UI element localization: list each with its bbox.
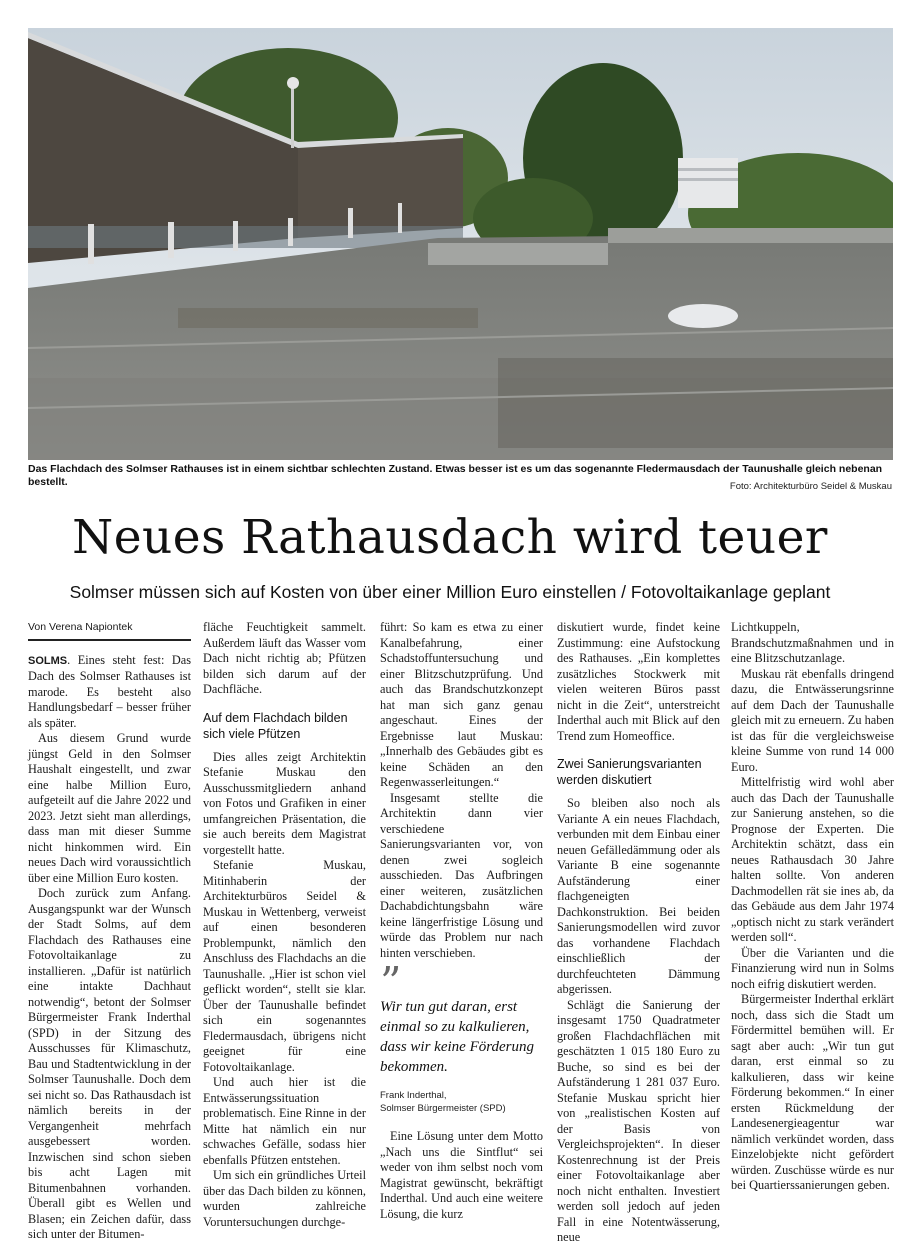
paragraph: diskutiert wurde, findet keine Zustimmung: eine Aufstockung des Rathauses. „Ein komplettes zusätzliches Stockwerk mit vielen weiteren Büros passt nicht in die Zeit“, unterstreicht Inderthal auch mit Blick auf den Trend zum Homeoffice. xyxy=(557,620,720,743)
quote-mark-icon: ” xyxy=(380,958,402,1007)
paragraph: Muskau rät ebenfalls dringend dazu, die Entwässerungsrinne auf dem Dach der Taunushalle gleich mit zu erneuern. Zu haben ist das für die vergleichsweise kleine Summe von rund 14 000 Euro. xyxy=(731,666,894,774)
paragraph: Über die Varianten und die Finanzierung wird nun in Solms noch eifrig diskutiert werden. xyxy=(731,945,894,991)
article-column-1 xyxy=(28,620,191,1243)
headline: Neues Rathausdach wird teuer xyxy=(72,510,828,565)
quote-author xyxy=(380,1089,543,1115)
paragraph: fläche Feuchtigkeit sammelt. Außerdem läuft das Wasser vom Dach nicht richtig ab; Pfützen bilden sich darum auf der Dachfläche. xyxy=(203,620,366,696)
paragraph: Insgesamt stellte die Architektin dann vier verschiedene Sanierungsvarianten vor, von denen zwei sogleich ausschieden. Das Aufbringen einer weiteren, zusätzlichen Dachabdichtungsbahn wäre keine längerfristige Lösung und würde das Problem nur nach hinten verschieben. xyxy=(380,790,543,960)
quote-author-name: Frank Inderthal, xyxy=(380,1090,447,1101)
paragraph: Eine Lösung unter dem Motto „Nach uns die Sintflut“ sei weder von ihm selbst noch vom Magistrat gewünscht, bekräftigt Inderthal. Und auch eine weitere Lösung, die kurz xyxy=(380,1129,543,1221)
paragraph: Lichtkuppeln, Brandschutzmaßnahmen und in eine Blitzschutzanlage. xyxy=(731,620,894,665)
pull-quote xyxy=(380,958,543,1115)
paragraph: Bürgermeister Inderthal erklärt noch, dass sich die Stadt um Fördermittel bemühen will. Er sagt aber auch: „Wir tun gut daran, erst einmal so zu kalkulieren, dass wir keine Förderung bekommen.“ In einer ersten Rückmeldung der Landesenergieagentur war nämlich verkündet worden, dass Einzelobjekte nicht gefördert würden. Zuschüsse würde es nur bei Quartierssanierungen geben. xyxy=(731,992,894,1192)
flat-roof-photo xyxy=(28,28,893,460)
paragraph: Schlägt die Sanierung der insgesamt 1750 Quadratmeter großen Flachdachflächen mit geschätzten 1 015 180 Euro zu Buche, so sind es bei der Aufständerung 1 281 037 Euro. Stefanie Muskau spricht hier von „realistischen Kosten auf der Basis von Vergleichsprojekten“. In dieser Kostenrechnung ist der Preis einer Fotovoltaikanlage aber noch nicht enthalten. Investiert werden soll jedoch auf jeden Fall in eine Notentwässerung, neue xyxy=(557,997,720,1244)
byline: Von Verena Napiontek xyxy=(28,620,191,641)
paragraph: führt: So kam es etwa zu einer Kanalbefahrung, einer Schadstoffuntersuchung und einer Blitzschutzprüfung. Und auch das Brandschutzkonzept hat man sich ganz genau angeschaut. Eines der Ergebnisse laut Muskau: „Innerhalb des Gebäudes gibt es keine Schäden an den Regenwasserleitungen.“ xyxy=(380,620,543,789)
dateline: SOLMS xyxy=(28,654,68,667)
subheading: Auf dem Flachdach bilden sich viele Pfützen xyxy=(203,710,348,741)
paragraph: Stefanie Muskau, Mitinhaberin der Architekturbüros Seidel & Muskau in Wettenberg, verweist auf einen besonderen Problempunkt, nämlich den Anschluss des Flachdachs an die Taunushalle. „Hier ist schon viel geflickt worden“, stellt sie klar. Über der Taunushalle befindet sich ein sogenanntes Fledermausdach, übrigens nicht geeignet für eine Fotovoltaikanlage. xyxy=(203,858,366,1074)
article-column-3 xyxy=(380,620,543,1222)
lead-paragraph xyxy=(28,653,191,732)
paragraph: Doch zurück zum Anfang. Ausgangspunkt war der Wunsch der Stadt Solms, auf dem Flachdach des Rathauses eine Fotovoltaikanlage zu installieren. „Dafür ist natürlich eine intakte Dachhaut notwendig“, betont der Solmser Bürgermeister Frank Inderthal (SPD) in der Sitzung des Ausschusses für Klimaschutz, Bau und Stadtentwicklung in der Solmser Taunushalle. Doch dem sei nicht so. Das Rathausdach ist nämlich bereits in der Vergangenheit mehrfach ausgebessert worden. Inzwischen sind schon sieben bis acht Lagen mit Bitumenbahnen vorhanden. Überall gibt es Wellen und Blasen; ein Zeichen dafür, dass sich unter der Bitumen- xyxy=(28,886,191,1241)
photo-credit: Foto: Architekturbüro Seidel & Muskau xyxy=(729,481,892,492)
subheading: Zwei Sanierungsvarianten werden diskutiert xyxy=(557,757,702,787)
paragraph: So bleiben also noch als Variante A ein neues Flachdach, verbunden mit dem Einbau einer neuen Gefälledämmung oder als Variante B eine sogenannte Aufständerung einer flachgeneigten Dachkonstruktion. Bei beiden Sanierungsmodellen wird zuvor das vorhandene Flachdach einschließlich der durchfeuchteten Dämmung abgerissen. xyxy=(557,796,720,996)
quote-text: Wir tun gut daran, erst einmal so zu kalkulieren, dass wir keine Förderung bekommen. xyxy=(380,999,535,1075)
lead-text: . Eines steht fest: Das Dach des Solmser Rathauses ist marode. Es besteht also Handlungsbedarf – besser früher als später. xyxy=(28,652,191,730)
paragraph: Und auch hier ist die Entwässerungssituation problematisch. Eine Rinne in der Mitte hat nämlich ein nur schwaches Gefälle, sodass hier ebenfalls Pfützen entstehen. xyxy=(203,1075,366,1167)
paragraph: Mittelfristig wird wohl aber auch das Dach der Taunushalle zur Sanierung anstehen, so die Prognose der Experten. Die Architektin schätzt, dass ein neues Rathausdach 30 Jahre halten sollte. Von anderen Dachmodellen rät sie ines ab, da das Gebäude aus dem Jahr 1974 „optisch nicht zu stark verändert werden soll“. xyxy=(731,775,894,944)
quote-author-role: Solmser Bürgermeister (SPD) xyxy=(380,1103,506,1114)
paragraph: Um sich ein gründliches Urteil über das Dach bilden zu können, wurden zahlreiche Voruntersuchungen durchge- xyxy=(203,1168,366,1229)
article-column-5 xyxy=(731,620,894,1194)
photo-caption: Das Flachdach des Solmser Rathauses ist in einem sichtbar schlechten Zustand. Etwas besser ist es um das sogenannte Fledermausdach der Taunushalle gleich nebenan bestellt. xyxy=(28,463,883,488)
article-column-2 xyxy=(203,620,366,1230)
article-column-4 xyxy=(557,620,720,1246)
paragraph: Dies alles zeigt Architektin Stefanie Muskau den Ausschussmitgliedern anhand von Fotos und Grafiken in einer umfangreichen Präsentation, die sie auch bereits dem Magistrat vorgestellt hatte. xyxy=(203,749,366,857)
subheadline: Solmser müssen sich auf Kosten von über einer Million Euro einstellen / Fotovoltaikanlage geplant xyxy=(69,582,831,602)
paragraph: Aus diesem Grund wurde jüngst Geld in den Solmser Haushalt eingestellt, und zwar eine halbe Million Euro, aufgeteilt auf die Jahre 2022 und 2023. Jetzt sieht man allerdings, dass man mit dieser Summe nicht hinkommen wird. Ein neues Dach wird voraussichtlich über eine Million Euro kosten. xyxy=(28,731,191,885)
